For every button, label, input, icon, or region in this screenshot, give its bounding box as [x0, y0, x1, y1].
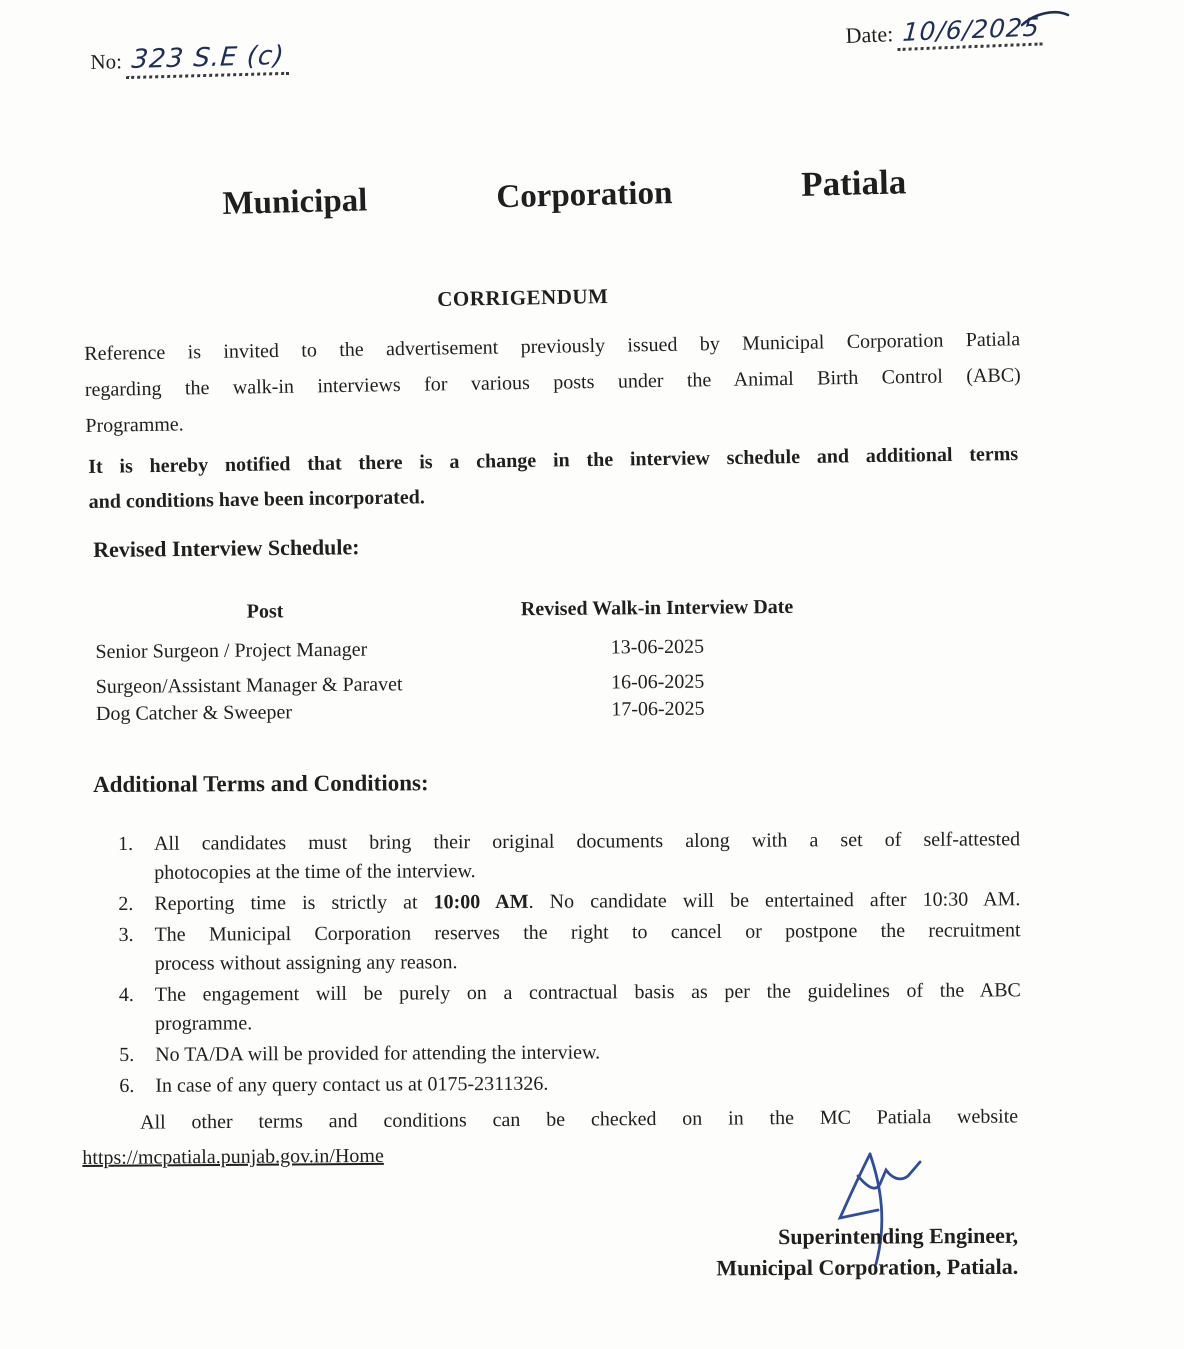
- interview-schedule-table: [95, 595, 936, 726]
- reference-number-handwritten-value: 323 S.E (c): [126, 41, 292, 79]
- list-item: [118, 825, 1020, 888]
- website-link[interactable]: https://mcpatiala.punjab.gov.in/Home: [82, 1144, 384, 1169]
- list-item-number: 6.: [119, 1074, 135, 1097]
- notice-paragraph-line: and conditions have been incorporated.: [88, 486, 426, 513]
- list-item-text: [155, 1067, 1021, 1101]
- list-item-line: Reporting time is strictly at: [154, 891, 434, 915]
- table-header-post: Post: [246, 600, 284, 623]
- list-item-number: 3.: [118, 923, 134, 946]
- date-label: Date:: [845, 21, 894, 48]
- signatory-organization: Municipal Corporation, Patiala.: [716, 1253, 1019, 1281]
- reference-number: [90, 41, 291, 80]
- list-item-number: 2.: [118, 892, 134, 915]
- title-word-municipal: Municipal: [222, 182, 368, 222]
- title-word-patiala: Patiala: [800, 162, 907, 204]
- table-header-date: Revised Walk-in Interview Date: [520, 595, 794, 621]
- list-item-number: 4.: [118, 983, 134, 1006]
- table-row: [96, 696, 936, 726]
- list-item-line: The engagement will be purely on a contractual basis as per the guidelines of the ABC: [154, 979, 1021, 1006]
- list-item: [119, 976, 1021, 1039]
- table-cell-post: Dog Catcher & Sweeper: [95, 701, 293, 725]
- corrigendum-heading: CORRIGENDUM: [437, 284, 609, 311]
- intro-paragraph-line: regarding the walk-in interviews for various posts under the Animal Birth Control (ABC): [84, 364, 1021, 401]
- table-cell-post: Surgeon/Assistant Manager & Paravet: [95, 673, 403, 698]
- schedule-section-heading: Revised Interview Schedule:: [93, 534, 360, 562]
- terms-section-heading: Additional Terms and Conditions:: [93, 770, 429, 797]
- list-item-text: [154, 885, 1020, 919]
- closing-paragraph-line: All other terms and conditions can be checked on in the MC Patiala website: [140, 1105, 1019, 1134]
- terms-list: [118, 825, 1021, 1103]
- table-cell-date: 13-06-2025: [610, 635, 705, 659]
- date-handwritten-value: 10/6/2025: [898, 12, 1045, 51]
- title-word-corporation: Corporation: [495, 175, 673, 216]
- intro-paragraph-line: Programme.: [85, 413, 184, 437]
- table-row: [95, 634, 935, 664]
- list-item-text: [155, 976, 1021, 1039]
- list-item-text: [154, 825, 1020, 888]
- reference-number-label: No:: [90, 49, 123, 74]
- date-field: [845, 12, 1044, 53]
- list-item-text: [154, 916, 1020, 979]
- list-item-line: The Municipal Corporation reserves the right to cancel or postpone the recruitment: [154, 919, 1021, 946]
- table-cell-date: 16-06-2025: [610, 670, 705, 694]
- list-item: [118, 916, 1020, 979]
- list-item-line: In case of any query contact us at 0175-2311326.: [155, 1072, 549, 1097]
- bold-time-value: 10:00 AM: [433, 890, 529, 914]
- list-item-line: No TA/DA will be provided for attending the interview.: [155, 1041, 601, 1066]
- list-item: [118, 885, 1020, 919]
- list-item-line: programme.: [154, 1012, 253, 1035]
- list-item-line: . No candidate will be entertained after 10:30 AM.: [528, 888, 1021, 913]
- pen-flourish-icon: [1020, 5, 1070, 30]
- table-cell-date: 17-06-2025: [611, 697, 705, 721]
- signatory-title: Superintending Engineer,: [777, 1222, 1019, 1250]
- list-item: [119, 1067, 1021, 1101]
- table-cell-post: Senior Surgeon / Project Manager: [95, 638, 368, 663]
- table-row: [96, 669, 936, 699]
- table-header-row: [95, 595, 935, 625]
- intro-paragraph: [84, 321, 1022, 444]
- list-item-line: All candidates must bring their original documents along with a set of self-attested: [154, 828, 1021, 855]
- notice-paragraph: [88, 437, 1019, 520]
- document-title: [222, 162, 907, 223]
- intro-paragraph-line: Reference is invited to the advertisement previously issued by Municipal Corporation Patiala: [84, 328, 1021, 365]
- list-item-text: [155, 1036, 1021, 1070]
- list-item-number: 1.: [118, 832, 134, 855]
- list-item-line: process without assigning any reason.: [154, 951, 458, 975]
- list-item-line: photocopies at the time of the interview.: [154, 860, 476, 884]
- notice-paragraph-line: It is hereby notified that there is a change in the interview schedule and additional terms: [88, 443, 1019, 478]
- signatory-block: [600, 1220, 1018, 1284]
- list-item-number: 5.: [119, 1043, 135, 1066]
- list-item: [119, 1036, 1021, 1070]
